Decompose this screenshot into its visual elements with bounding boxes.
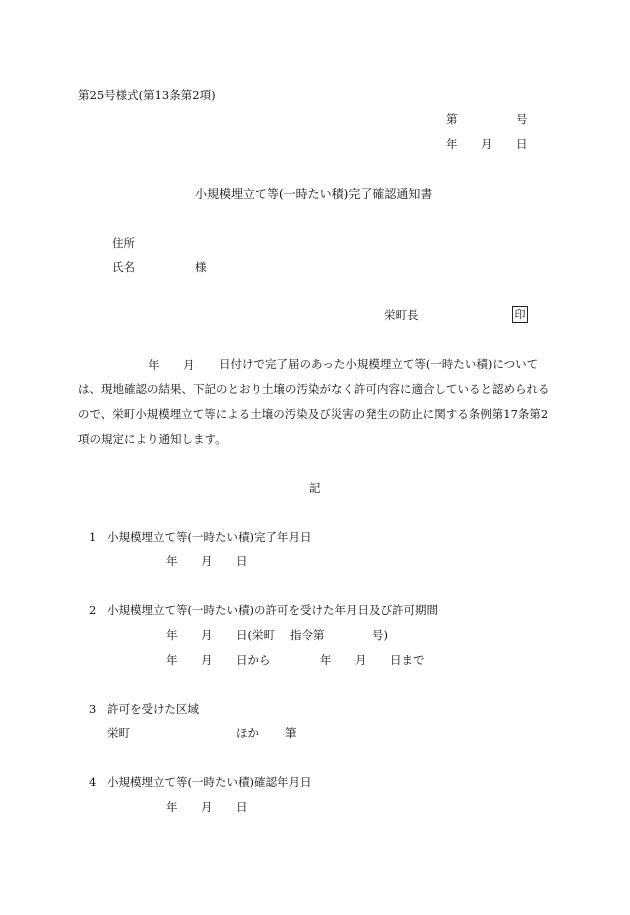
item-2-go: 号) <box>372 628 388 642</box>
item-2-label: 小規模埋立て等(一時たい積)の許可を受けた年月日及び許可期間 <box>107 603 438 617</box>
doc-date-day: 日 <box>516 137 528 151</box>
item-3-town: 栄町 <box>107 726 130 740</box>
item-2-permit-month: 月 <box>201 628 213 642</box>
body-date-year: 年 <box>148 358 160 372</box>
item-2-permit-day-ref: 日(栄町 <box>236 628 275 642</box>
item-2-period-year1: 年 <box>166 653 178 667</box>
doc-date-month: 月 <box>481 137 493 151</box>
item-4-day: 日 <box>236 800 248 814</box>
doc-number-suffix: 号 <box>516 112 528 126</box>
body-paragraph: 日付けで完了届のあった小規模埋立て等(一時たい積)については、現地確認の結果、下記のとおり土壌の汚染がなく許可内容に適合していると認められるので、栄町小規模埋立て等による土壌の汚染及び災害の発生の防止に関する条例第17条第2項の規定により通知します。 <box>78 357 550 446</box>
honorific: 様 <box>195 260 207 274</box>
item-2-number: 2 <box>89 603 97 617</box>
item-1-year: 年 <box>166 554 178 568</box>
item-2-permit-year: 年 <box>166 628 178 642</box>
address-label: 住所 <box>112 236 135 250</box>
item-1-label: 小規模埋立て等(一時たい積)完了年月日 <box>107 530 312 544</box>
item-3-hoka: ほか <box>236 726 259 740</box>
sender-name: 栄町長 <box>384 308 419 322</box>
item-2-period-until: 日まで <box>390 653 425 667</box>
document-title: 小規模埋立て等(一時たい積)完了確認通知書 <box>195 187 433 201</box>
item-4-month: 月 <box>201 800 213 814</box>
name-label: 氏名 <box>112 260 135 274</box>
item-3-label: 許可を受けた区域 <box>107 702 199 716</box>
item-2-period-month2: 月 <box>355 653 367 667</box>
item-2-period-year2: 年 <box>320 653 332 667</box>
item-2-period-from: 日から <box>236 653 271 667</box>
item-3-hitsu: 筆 <box>285 726 297 740</box>
item-4-number: 4 <box>89 775 97 789</box>
item-4-year: 年 <box>166 800 178 814</box>
doc-number-prefix: 第 <box>446 112 458 126</box>
item-2-period-month1: 月 <box>201 653 213 667</box>
seal-mark: 印 <box>512 306 528 323</box>
item-2-shirei: 指令第 <box>290 628 325 642</box>
doc-date-year: 年 <box>446 137 458 151</box>
ki-heading: 記 <box>309 481 321 495</box>
form-id: 第25号様式(第13条第2項) <box>78 88 216 102</box>
item-3-number: 3 <box>89 702 97 716</box>
item-4-label: 小規模埋立て等(一時たい積)確認年月日 <box>107 775 312 789</box>
body-date-month: 月 <box>183 358 195 372</box>
item-1-number: 1 <box>89 530 97 544</box>
item-1-day: 日 <box>236 554 248 568</box>
item-1-month: 月 <box>201 554 213 568</box>
